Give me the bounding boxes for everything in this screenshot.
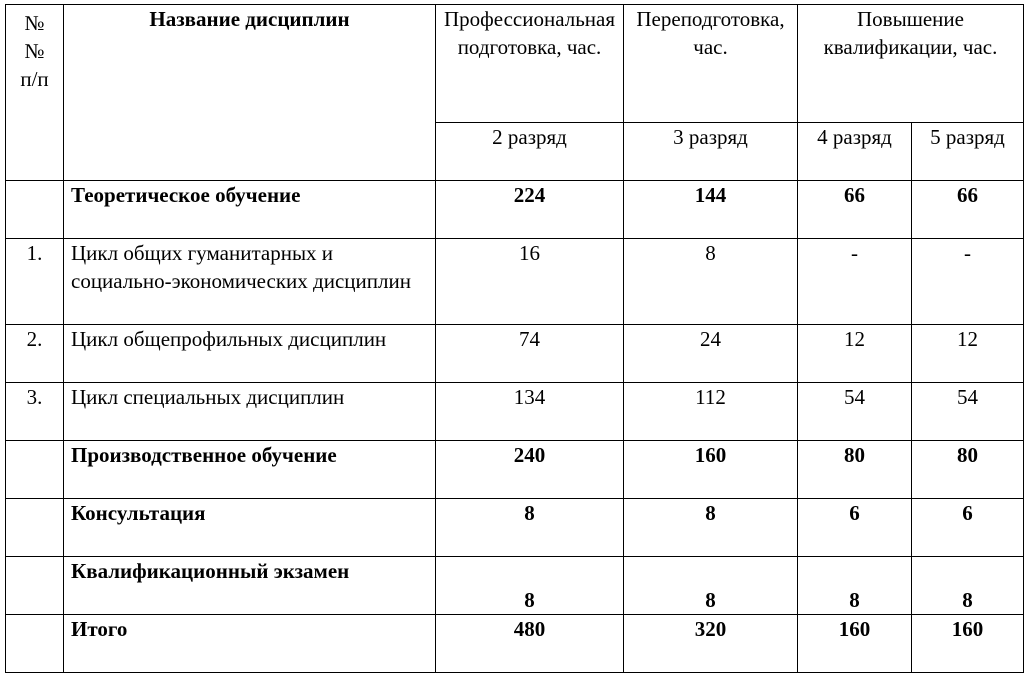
row-name: Теоретическое обучение xyxy=(64,181,436,239)
row-value: 66 xyxy=(798,181,912,239)
row-name: Итого xyxy=(64,615,436,673)
row-name: Консультация xyxy=(64,499,436,557)
row-value: 8 xyxy=(436,499,624,557)
row-value: 112 xyxy=(624,383,798,441)
row-name: Цикл общих гуманитарных и социально-экономических дисциплин xyxy=(64,239,436,325)
row-value: 66 xyxy=(912,181,1024,239)
table-row xyxy=(6,499,1024,557)
grade-2: 2 разряд xyxy=(436,123,624,181)
row-value: 160 xyxy=(798,615,912,673)
row-value: 8 xyxy=(912,557,1024,615)
row-value: 80 xyxy=(798,441,912,499)
retraining-header: Переподготовка, час. xyxy=(624,5,798,123)
grade-5: 5 разряд xyxy=(912,123,1024,181)
row-value: 240 xyxy=(436,441,624,499)
row-name: Цикл общепрофильных дисциплин xyxy=(64,325,436,383)
row-num xyxy=(6,441,64,499)
prof-training-header: Профессиональная подготовка, час. xyxy=(436,5,624,123)
row-value: 12 xyxy=(798,325,912,383)
row-value: 16 xyxy=(436,239,624,325)
row-name: Цикл специальных дисциплин xyxy=(64,383,436,441)
row-value: 8 xyxy=(624,499,798,557)
name-header: Название дисциплин xyxy=(64,5,436,181)
row-num xyxy=(6,557,64,615)
row-value: 480 xyxy=(436,615,624,673)
row-value: 134 xyxy=(436,383,624,441)
row-name: Производственное обучение xyxy=(64,441,436,499)
num-header: № № п/п xyxy=(6,5,64,181)
row-num xyxy=(6,499,64,557)
row-num xyxy=(6,615,64,673)
row-value: 24 xyxy=(624,325,798,383)
table-row xyxy=(6,383,1024,441)
upgrade-header: Повышение квалификации, час. xyxy=(798,5,1024,123)
table-row xyxy=(6,557,1024,615)
table-row xyxy=(6,615,1024,673)
row-num: 2. xyxy=(6,325,64,383)
grade-4: 4 разряд xyxy=(798,123,912,181)
row-num: 3. xyxy=(6,383,64,441)
header-row xyxy=(6,5,1024,123)
row-value: 80 xyxy=(912,441,1024,499)
row-num: 1. xyxy=(6,239,64,325)
grade-3: 3 разряд xyxy=(624,123,798,181)
row-value: 54 xyxy=(912,383,1024,441)
row-value: 160 xyxy=(624,441,798,499)
table-row xyxy=(6,325,1024,383)
table-row xyxy=(6,181,1024,239)
row-value: 224 xyxy=(436,181,624,239)
row-value: 6 xyxy=(912,499,1024,557)
row-value: 8 xyxy=(436,557,624,615)
row-value: 8 xyxy=(798,557,912,615)
row-value: 74 xyxy=(436,325,624,383)
row-value: 320 xyxy=(624,615,798,673)
row-value: 8 xyxy=(624,557,798,615)
table-row xyxy=(6,239,1024,325)
curriculum-table xyxy=(5,4,1024,673)
row-num xyxy=(6,181,64,239)
row-value: 54 xyxy=(798,383,912,441)
row-value: 8 xyxy=(624,239,798,325)
row-value: 160 xyxy=(912,615,1024,673)
row-value: 12 xyxy=(912,325,1024,383)
row-value: - xyxy=(798,239,912,325)
row-value: - xyxy=(912,239,1024,325)
row-value: 6 xyxy=(798,499,912,557)
row-name: Квалификационный экзамен xyxy=(64,557,436,615)
row-value: 144 xyxy=(624,181,798,239)
document-page xyxy=(5,4,1024,673)
table-row xyxy=(6,441,1024,499)
